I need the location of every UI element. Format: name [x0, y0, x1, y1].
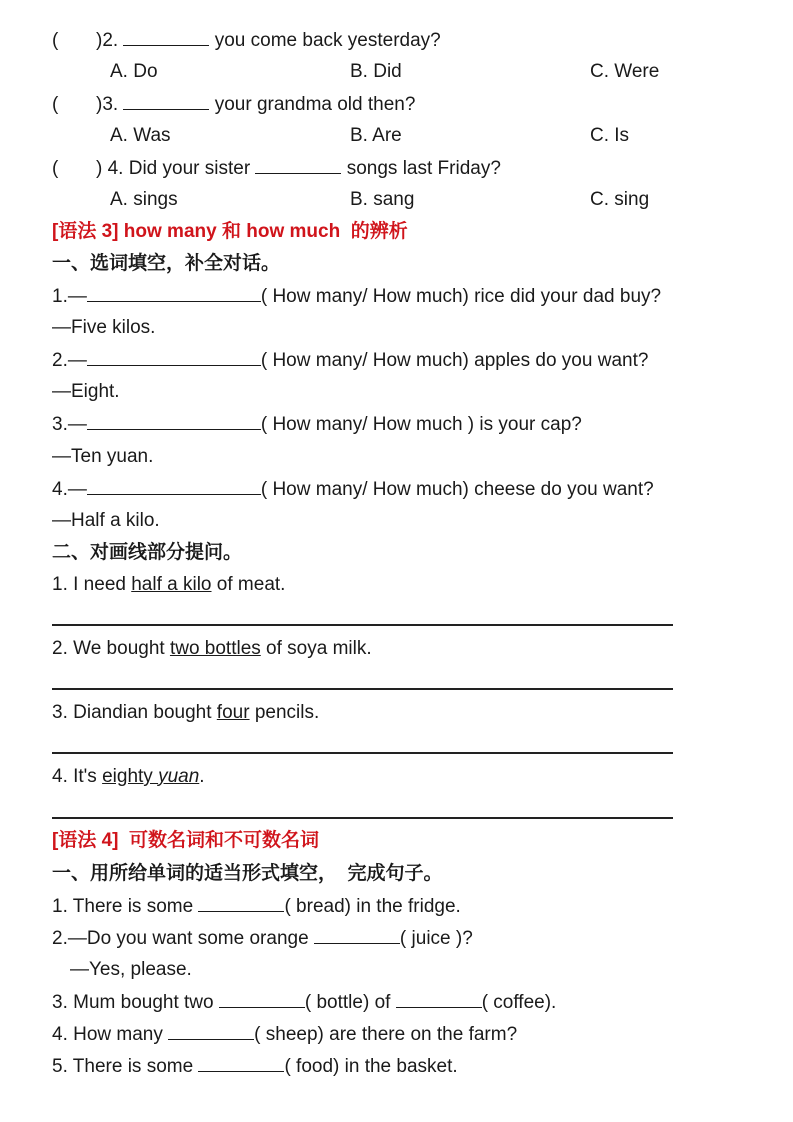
option-b: B. Are — [350, 125, 402, 146]
question-text: pencils. — [249, 702, 320, 723]
question-text: 3. Mum bought two — [52, 992, 219, 1013]
question-text: 1. There is some — [52, 896, 199, 917]
option-b: B. sang — [350, 189, 415, 210]
part1-title: 一、用所给单词的适当形式填空， 完成句子。 — [52, 863, 443, 884]
question-text: of soya milk. — [260, 638, 372, 659]
question-text: 4. It's — [52, 766, 103, 787]
answer-line[interactable] — [52, 624, 673, 626]
section-title-grammar3: [语法 3] how many 和 how much 的辨析 — [52, 221, 408, 242]
question-text: 5. There is some — [52, 1056, 199, 1077]
option-b: B. Did — [350, 61, 402, 82]
part1-title: 一、选词填空，补全对话。 — [52, 253, 281, 274]
question-number: 2.— — [52, 350, 87, 371]
mc-question-4 — [52, 155, 501, 181]
option-a: A. Was — [110, 125, 171, 146]
question-number: )2. — [96, 30, 124, 51]
mc-question-2 — [52, 27, 441, 53]
question-text: ( sheep) are there on the farm? — [254, 1024, 518, 1045]
fill-question-4 — [52, 1021, 517, 1047]
question-text: 3. Diandian bought — [52, 702, 217, 723]
option-c: C. sing — [590, 189, 650, 210]
dialog-question-4 — [52, 476, 654, 502]
question-number: )3. — [96, 94, 124, 115]
answer-blank[interactable] — [87, 411, 261, 430]
option-a: A. Do — [110, 61, 158, 82]
answer-blank[interactable] — [87, 476, 261, 495]
answer-blank[interactable] — [255, 155, 341, 174]
question-text: . — [199, 766, 205, 787]
question-text: ( How many/ How much ) is your cap? — [260, 414, 582, 435]
dialog-answer-4: —Half a kilo. — [52, 510, 160, 531]
underlined-phrase: four — [216, 702, 250, 723]
question-text: of meat. — [211, 574, 286, 595]
question-number: 3.— — [52, 414, 87, 435]
option-a: A. sings — [110, 189, 178, 210]
answer-blank[interactable] — [198, 893, 284, 912]
question-text: ( coffee). — [481, 992, 557, 1013]
question-text: ( food) in the basket. — [284, 1056, 458, 1077]
rewrite-question-1 — [52, 572, 285, 598]
rewrite-question-2 — [52, 636, 372, 662]
question-text: 2.—Do you want some orange — [52, 928, 314, 949]
answer-paren: ( — [52, 158, 59, 179]
dialog-question-3 — [52, 411, 582, 437]
answer-blank[interactable] — [168, 1021, 254, 1040]
dialog-answer-2: —Eight. — [52, 381, 120, 402]
answer-blank[interactable] — [123, 91, 209, 110]
question-number: 1.— — [52, 286, 87, 307]
question-text: ( How many/ How much) rice did your dad buy? — [260, 286, 662, 307]
answer-blank[interactable] — [396, 989, 482, 1008]
fill-question-1 — [52, 893, 461, 919]
question-text: you come back yesterday? — [209, 30, 441, 51]
question-text: 1. I need — [52, 574, 132, 595]
question-text: ( bottle) of — [304, 992, 396, 1013]
answer-line[interactable] — [52, 752, 673, 754]
question-text: songs last Friday? — [341, 158, 501, 179]
dialog-answer-1: —Five kilos. — [52, 317, 156, 338]
underlined-phrase: two bottles — [169, 638, 261, 659]
rewrite-question-3 — [52, 700, 319, 726]
fill-question-2 — [52, 925, 473, 951]
question-text: ( How many/ How much) cheese do you want? — [260, 479, 654, 500]
option-c: C. Were — [590, 61, 660, 82]
question-text: 4. How many — [52, 1024, 169, 1045]
part2-title: 二、对画线部分提问。 — [52, 542, 243, 563]
answer-blank[interactable] — [314, 925, 400, 944]
question-text: your grandma old then? — [209, 94, 416, 115]
question-text: ( juice )? — [399, 928, 473, 949]
answer-paren: ( — [52, 30, 59, 51]
answer-blank[interactable] — [219, 989, 305, 1008]
underlined-phrase-italic: yuan — [158, 766, 200, 787]
fill-question-3 — [52, 989, 556, 1015]
question-number: 4.— — [52, 479, 87, 500]
section-title-grammar4: [语法 4] 可数名词和不可数名词 — [52, 830, 320, 851]
underlined-phrase: eighty — [102, 766, 159, 787]
answer-paren: ( — [52, 94, 59, 115]
answer-blank[interactable] — [87, 283, 261, 302]
option-c: C. Is — [590, 125, 630, 146]
question-text: 2. We bought — [52, 638, 170, 659]
answer-blank[interactable] — [87, 347, 261, 366]
underlined-phrase: half a kilo — [131, 574, 212, 595]
question-text: ) 4. Did your sister — [96, 158, 256, 179]
question-text: ( How many/ How much) apples do you want? — [260, 350, 649, 371]
dialog-question-1 — [52, 283, 661, 309]
answer-line[interactable] — [52, 688, 673, 690]
answer-blank[interactable] — [198, 1053, 284, 1072]
dialog-reply: —Yes, please. — [70, 959, 192, 980]
mc-question-3 — [52, 91, 415, 117]
dialog-question-2 — [52, 347, 648, 373]
question-text: ( bread) in the fridge. — [284, 896, 461, 917]
answer-line[interactable] — [52, 817, 673, 819]
answer-blank[interactable] — [123, 27, 209, 46]
rewrite-question-4 — [52, 764, 205, 790]
dialog-answer-3: —Ten yuan. — [52, 446, 154, 467]
fill-question-5 — [52, 1053, 458, 1079]
